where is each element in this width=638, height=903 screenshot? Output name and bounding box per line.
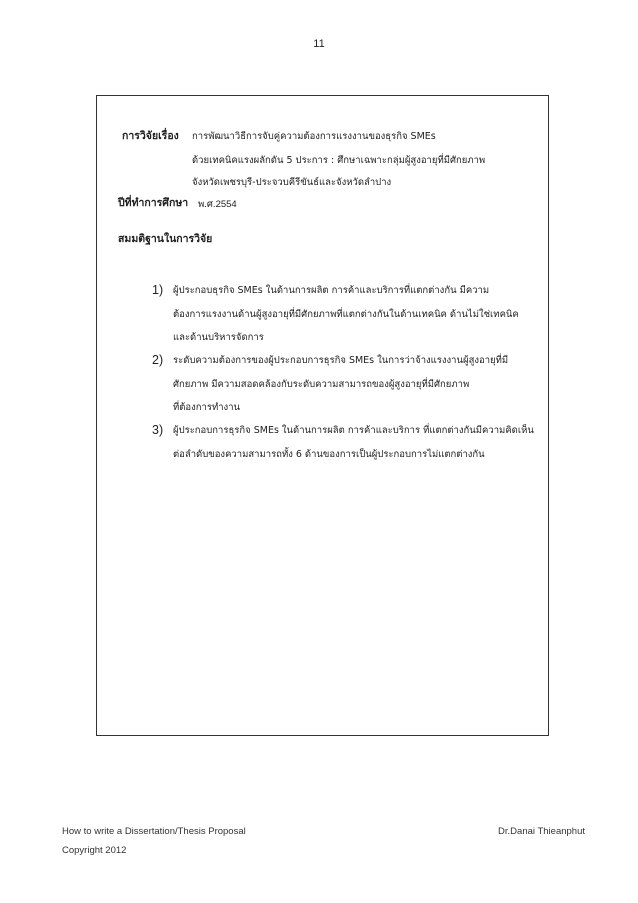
hypothesis-3-line-1: ผู้ประกอบการธุรกิจ SMEs ในด้านการผลิต การค้าและบริการ ที่แตกต่างกันมีความคิดเห็น: [173, 425, 534, 436]
hypothesis-2-line-1: ระดับความต้องการของผู้ประกอบการธุรกิจ SMEs ในการว่าจ้างแรงงานผู้สูงอายุที่มี: [173, 355, 509, 366]
footer-copyright: Copyright 2012: [62, 845, 127, 856]
footer-document-title: How to write a Dissertation/Thesis Proposal: [62, 826, 246, 837]
research-title-line-2: ด้วยเทคนิคแรงผลักดัน 5 ประการ : ศึกษาเฉพาะกลุ่มผู้สูงอายุที่มีศักยภาพ: [192, 155, 486, 166]
study-year-value: พ.ศ.2554: [198, 199, 237, 210]
hypothesis-2-line-2: ศักยภาพ มีความสอดคล้องกับระดับความสามารถของผู้สูงอายุที่มีศักยภาพ: [173, 379, 470, 390]
hypothesis-2-number: 2): [152, 353, 164, 367]
footer-author: Dr.Danai Thieanphut: [498, 826, 585, 837]
hypothesis-heading: สมมติฐานในการวิจัย: [118, 233, 213, 245]
hypothesis-3-line-2: ต่อลำดับของความสามารถทั้ง 6 ด้านของการเป็นผู้ประกอบการไม่แตกต่างกัน: [173, 449, 485, 460]
hypothesis-1-line-1: ผู้ประกอบธุรกิจ SMEs ในด้านการผลิต การค้าและบริการที่แตกต่างกัน มีความ: [173, 285, 490, 296]
study-year-label: ปีที่ทำการศึกษา: [118, 197, 189, 209]
hypothesis-2-line-3: ที่ต้องการทำงาน: [173, 402, 241, 413]
research-title-line-1: การพัฒนาวิธีการจับคู่ความต้องการแรงงานของธุรกิจ SMEs: [192, 131, 436, 142]
hypothesis-3-number: 3): [152, 423, 164, 437]
page-number: 11: [313, 38, 325, 50]
content-frame: [96, 95, 549, 736]
research-title-label: การวิจัยเรื่อง: [122, 130, 179, 142]
research-title-line-3: จังหวัดเพชรบุรี-ประจวบคีรีขันธ์และจังหวัดลำปาง: [192, 177, 392, 188]
hypothesis-1-number: 1): [152, 283, 164, 297]
hypothesis-1-line-3: และด้านบริหารจัดการ: [173, 332, 264, 343]
hypothesis-1-line-2: ต้องการแรงงานด้านผู้สูงอายุที่มีศักยภาพที่แตกต่างกันในด้านเทคนิค ด้านไม่ใช่เทคนิค: [173, 309, 519, 320]
